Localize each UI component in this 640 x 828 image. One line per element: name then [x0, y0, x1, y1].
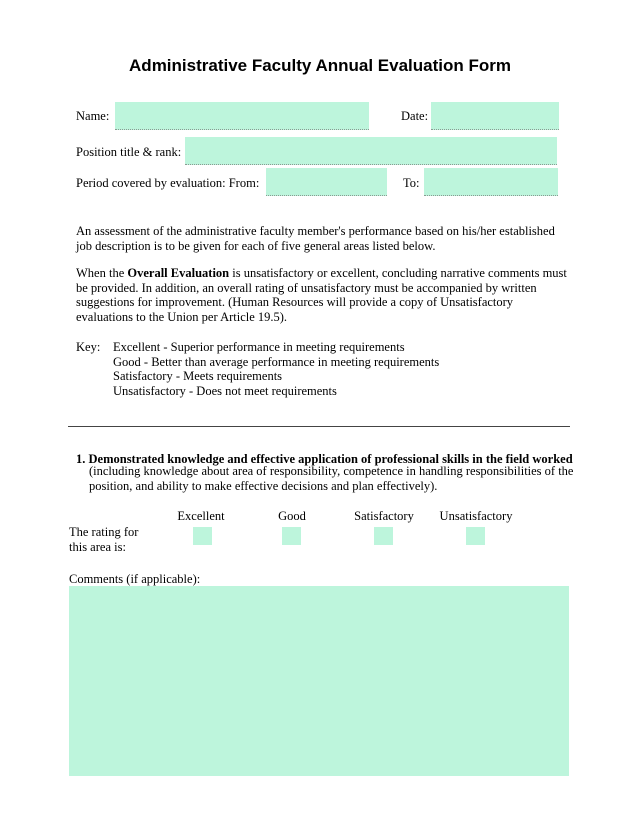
rating-header-good: Good	[278, 509, 306, 523]
rating-checkbox-unsatisfactory[interactable]	[466, 527, 485, 545]
comments-field[interactable]	[69, 586, 569, 776]
rating-header-unsatisfactory: Unsatisfactory	[439, 509, 513, 523]
overall-evaluation-term: Overall Evaluation	[127, 266, 230, 280]
key-item-unsatisfactory: Unsatisfactory - Does not meet requirements	[113, 383, 337, 398]
position-field[interactable]	[185, 137, 557, 165]
key-item-excellent: Excellent - Superior performance in meeting requirements	[113, 340, 405, 354]
period-to-field[interactable]	[424, 168, 558, 196]
rating-header-excellent: Excellent	[177, 509, 225, 523]
comments-label: Comments (if applicable):	[69, 572, 201, 586]
section-1-number: 1.	[76, 452, 86, 466]
rating-label-line2: this area is:	[69, 540, 126, 554]
position-label: Position title & rank:	[76, 145, 182, 159]
para2-prefix: When the	[76, 266, 128, 280]
date-field[interactable]	[431, 102, 559, 130]
section-1-description: (including knowledge about area of responsibility, competence in handling responsibilities of the position, and ability to make effective decisions and plan effectively).	[89, 464, 574, 493]
rating-checkbox-good[interactable]	[282, 527, 301, 545]
rating-label-line1: The rating for	[69, 525, 139, 539]
para2-suffix: is unsatisfactory or excellent, concluding narrative comments must be provided. In addition, an overall rating of unsatisfactory must be accompanied by written suggestions for improvement. (Human Resources will provide a copy of Unsatisfactory evaluations to the Union per Article 19.5).	[76, 266, 567, 324]
key-item-satisfactory: Satisfactory - Meets requirements	[113, 369, 283, 384]
key-item-good: Good - Better than average performance in meeting requirements	[113, 354, 440, 369]
section-divider	[68, 426, 570, 427]
section-1-title-text: Demonstrated knowledge and effective application of professional skills in the field worked	[88, 452, 573, 466]
key-label: Key:	[76, 340, 101, 354]
rating-checkbox-satisfactory[interactable]	[374, 527, 393, 545]
instructions-paragraph-2	[76, 266, 568, 324]
instructions-paragraph-1: An assessment of the administrative faculty member's performance based on his/her established job description is to be given for each of five general areas listed below.	[76, 224, 555, 253]
period-to-label: To:	[403, 176, 420, 190]
period-from-label: Period covered by evaluation: From:	[76, 176, 260, 190]
form-title: Administrative Faculty Annual Evaluation Form	[129, 56, 511, 75]
name-label: Name:	[76, 109, 110, 123]
rating-checkbox-excellent[interactable]	[193, 527, 212, 545]
rating-header-satisfactory: Satisfactory	[354, 509, 414, 523]
date-label: Date:	[401, 109, 429, 123]
name-field[interactable]	[115, 102, 369, 130]
period-from-field[interactable]	[266, 168, 387, 196]
